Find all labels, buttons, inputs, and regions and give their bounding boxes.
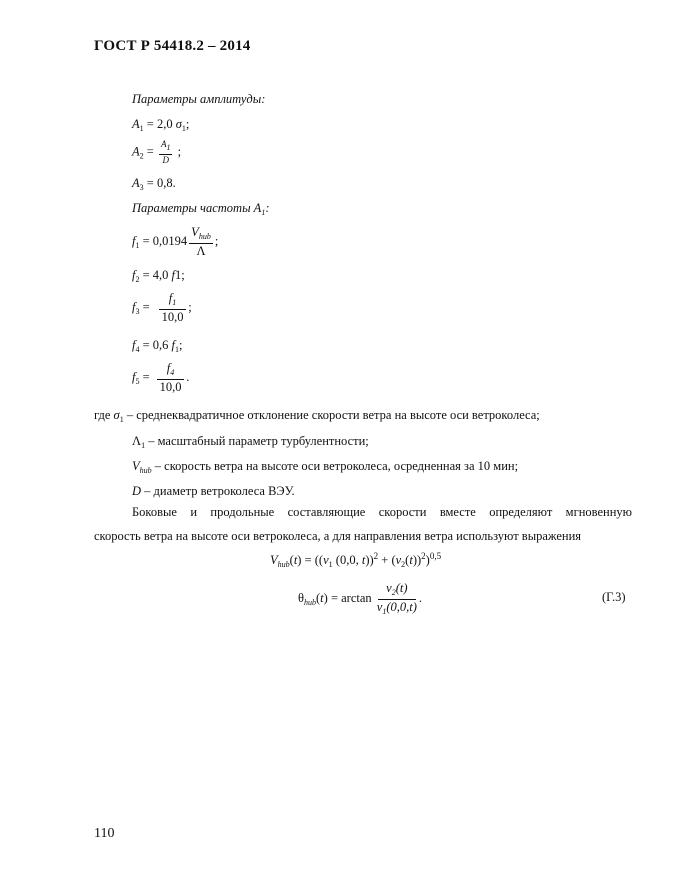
formula-a1: $A_1 = 2,0$ $\sigma_1$; [132,117,190,133]
formula-a3: $A_3 = 0,8$. [132,176,176,192]
frequency-heading: Параметры частоты $A_1$: [132,201,270,217]
definition-vhub: $V_{hub}$ – скорость ветра на высоте оси ветроколеса, осредненная за 10 мин; [132,459,519,475]
definition-sigma: где $\sigma_1$ – среднеквадратичное отклонение скорости ветра на высоте оси ветроколеса; [94,408,540,424]
formula-f5: $f_5$ = $\frac{f_4}{10,0}$ . [132,361,190,394]
definition-lambda: $\Lambda_1$ – масштабный параметр турбулентности; [132,434,369,450]
formula-f2: $f_2 = 4,0$ f1; [132,268,185,284]
formula-f1: $f_1 = 0,0194$ $\frac{V_{hub}}{\Lambda}$ ; [132,225,219,258]
equation-label: (Г.3) [602,590,626,604]
page-number: 110 [94,826,115,841]
paragraph-line-2: скорость ветра на высоте оси ветроколеса, а для направления ветра используют выражения [94,529,582,543]
equation-theta: $\theta_{hub}(t) = \arctan$ $\frac{v_2(t)}{v_1(0,0,t)}$ . [298,581,423,616]
document-header: ГОСТ Р 54418.2 – 2014 [94,38,251,54]
paragraph-line-1: Боковые и продольные составляющие скорости вместе определяют мгновенную [132,505,632,519]
equation-vhub: $V_{hub}(t) = ((v_1$ (0,0, $t))^2 + (v_2(t))^2)^{0,5}$ [270,551,442,570]
formula-a2: $A_2$ = $\frac{A1}{D}$ ; [132,139,182,165]
formula-f4: $f_4 = 0,6$ $f_1$; [132,338,183,354]
amplitude-heading: Параметры амплитуды: [132,92,266,106]
formula-f3: $f_3$ = $\frac{f_1}{10,0}$ ; [132,291,192,324]
definition-d: D – диаметр ветроколеса ВЭУ. [132,484,295,498]
